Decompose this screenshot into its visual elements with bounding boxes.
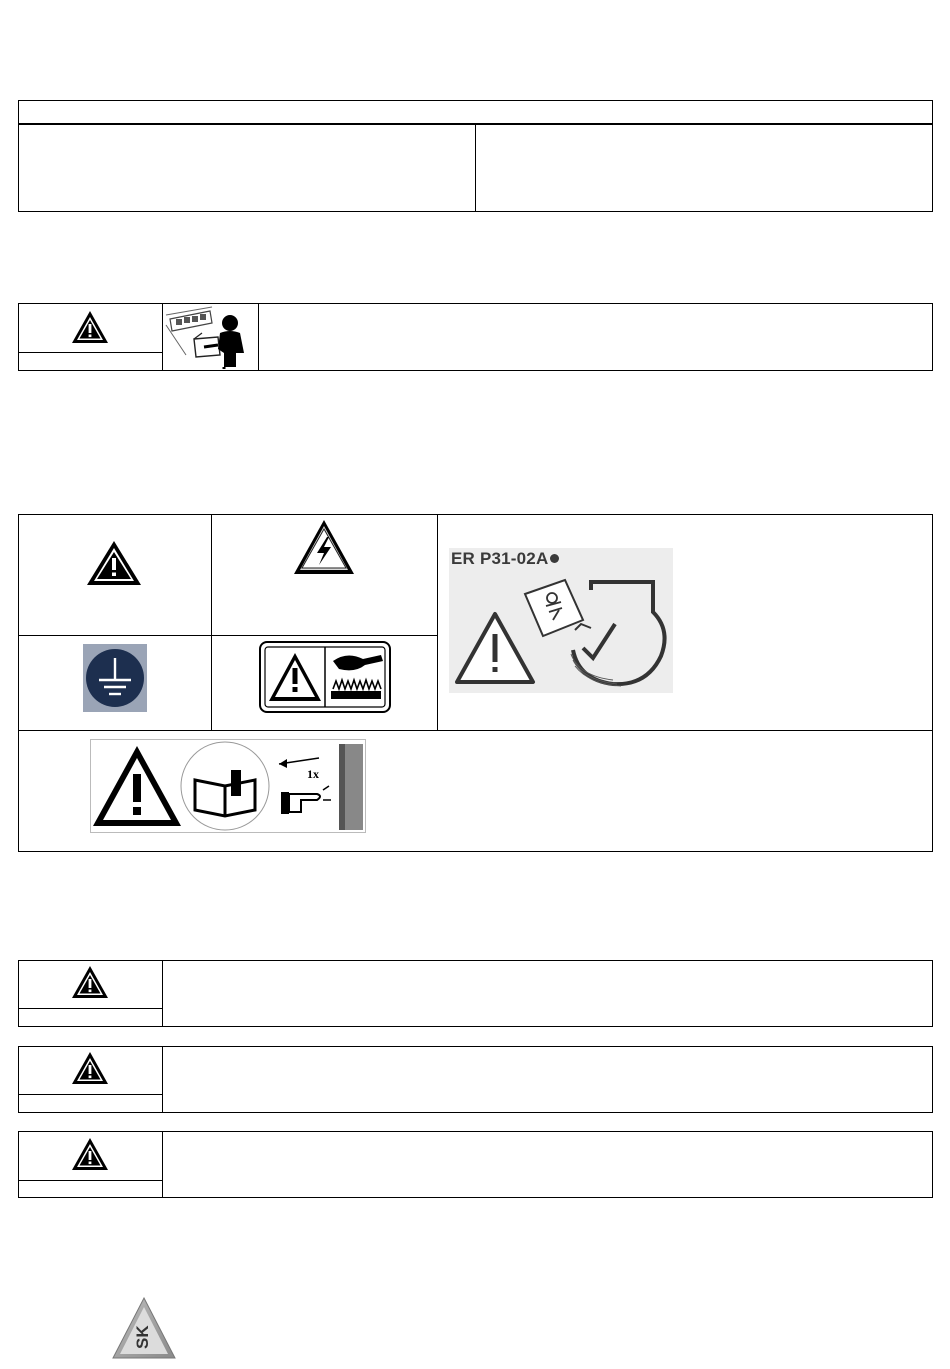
- unpack-col-divider-2: [258, 303, 259, 371]
- unpack-warning-table: [18, 303, 933, 371]
- warning-row-2-label-rule: [18, 1094, 162, 1095]
- unpack-col-divider-1: [162, 303, 163, 371]
- warning-row-3-divider: [162, 1131, 163, 1198]
- warning-triangle-icon: [71, 310, 109, 344]
- warning-triangle-icon: [71, 965, 109, 999]
- symbols-row-rule-2: [18, 730, 933, 731]
- unpack-label-rule: [18, 352, 162, 353]
- warning-triangle-icon: [71, 1137, 109, 1171]
- pressure-vessel-icon: [449, 572, 673, 693]
- warning-row-1: [18, 960, 933, 1027]
- er-dot-icon: [550, 554, 559, 563]
- general-warning-icon: [86, 540, 142, 586]
- warning-row-3: [18, 1131, 933, 1198]
- read-manual-icon: [90, 739, 366, 833]
- unpacking-person-icon: [164, 305, 256, 369]
- symbols-col-divider-2: [437, 514, 438, 730]
- manual-step-label: 1x: [307, 767, 319, 781]
- hot-surface-icon: [259, 641, 391, 713]
- warning-triangle-icon: [71, 1051, 109, 1085]
- warning-row-2-divider: [162, 1046, 163, 1113]
- high-voltage-icon: [293, 519, 355, 575]
- warning-row-2: [18, 1046, 933, 1113]
- symbols-col-divider-1: [211, 514, 212, 730]
- symbols-row-rule-1: [18, 635, 437, 636]
- er-code-label: ER P31-02A: [451, 549, 549, 568]
- warning-row-1-label-rule: [18, 1008, 162, 1009]
- protective-earth-icon: [83, 644, 147, 712]
- er-code-row: [451, 549, 651, 571]
- language-badge: [112, 1297, 176, 1359]
- header-table-divider: [475, 124, 476, 212]
- er-pressure-panel: [449, 548, 673, 693]
- warning-row-1-divider: [162, 960, 163, 1027]
- language-badge-label: SK: [133, 1325, 152, 1349]
- warning-row-3-label-rule: [18, 1180, 162, 1181]
